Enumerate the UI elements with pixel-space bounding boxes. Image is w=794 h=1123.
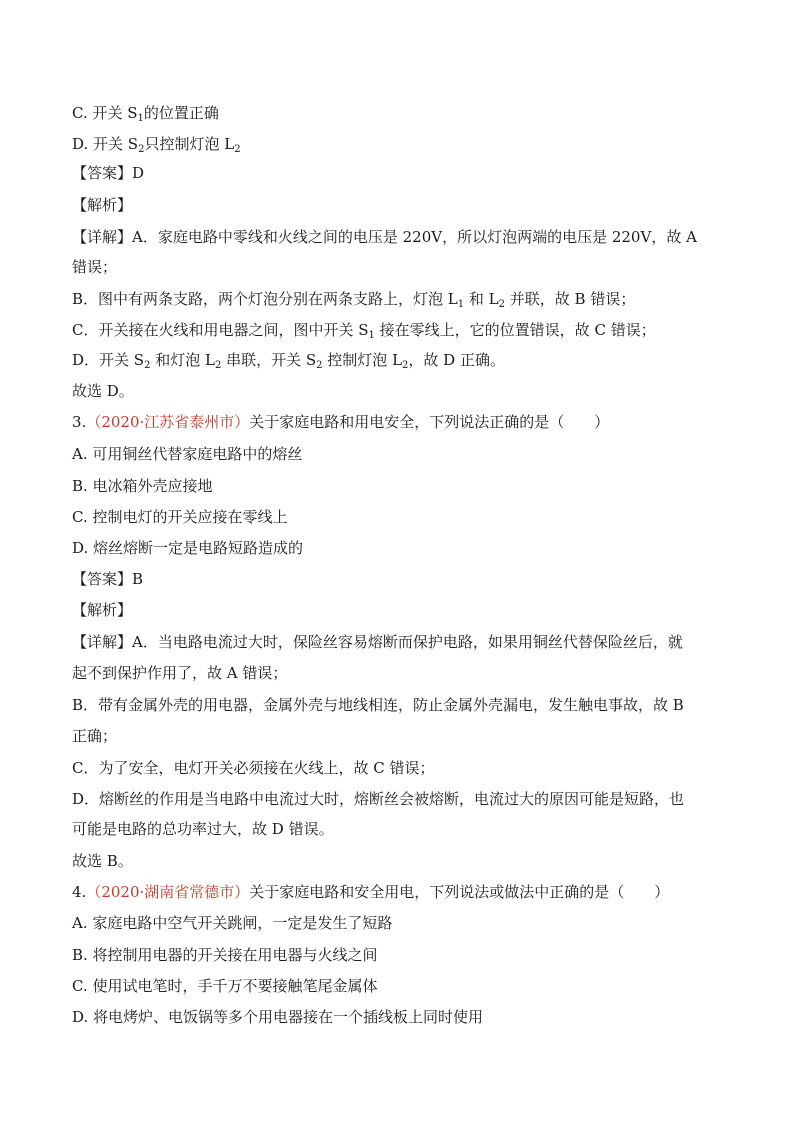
detail-text: 错误；: [72, 258, 118, 276]
answer-label: 【答案】: [72, 164, 133, 182]
q2-detail-a-line-1: [72, 227, 697, 247]
q3-option-c: [72, 507, 287, 527]
detail-text: 正确；: [72, 727, 118, 745]
q3-detail-line-6: [72, 789, 684, 809]
detail-text: D．熔断丝的作用是当电路中电流过大时，熔断丝会被熔断，电流过大的原因可能是短路，也: [72, 790, 685, 808]
subscript: 2: [234, 144, 241, 155]
question-number: 3.: [72, 413, 87, 431]
q3-stem: [72, 412, 609, 432]
option-text: C. 控制电灯的开关应接在零线上: [72, 508, 288, 526]
q2-option-d: [72, 134, 241, 154]
subscript: 2: [402, 360, 409, 371]
subscript: 2: [144, 360, 151, 371]
conclusion-text: 故选 D。: [72, 382, 134, 400]
q2-detail-d: [72, 350, 505, 370]
detail-text: B．带有金属外壳的用电器，金属外壳与地线相连，防止金属外壳漏电，发生触电事故，故 B: [72, 696, 684, 714]
detail-text: ，故 D 正确。: [408, 351, 505, 369]
q2-option-c-text-end: 的位置正确: [143, 104, 219, 122]
q3-detail-line-4: [72, 726, 117, 746]
subscript: 1: [137, 113, 144, 124]
q2-detail-a-line-2: [72, 257, 117, 277]
q4-option-c: [72, 976, 377, 996]
detail-text: 可能是电路的总功率过大，故 D 错误。: [72, 820, 334, 838]
detail-text: 并联，故 B 错误；: [505, 290, 636, 308]
detail-text: 串联，开关 S: [221, 351, 317, 369]
q3-detail-line-7: [72, 819, 334, 839]
q3-conclusion: [72, 851, 133, 871]
question-source: （2020·江苏省泰州市）: [86, 413, 250, 431]
option-text: B. 电冰箱外壳应接地: [72, 477, 213, 495]
q2-option-c: [72, 103, 219, 123]
q4-stem: [72, 882, 669, 902]
q3-option-b: [72, 476, 213, 496]
q3-detail-line-1: [72, 632, 683, 652]
subscript: 1: [457, 299, 465, 310]
q2-option-d-text: D. 开关 S: [72, 135, 139, 153]
subscript: 2: [214, 360, 222, 371]
q4-option-b: [72, 945, 378, 965]
option-text: D. 将电烤炉、电饭锅等多个用电器接在一个插线板上同时使用: [72, 1008, 484, 1026]
answer-value: D: [132, 164, 145, 182]
option-text: B. 将控制用电器的开关接在用电器与火线之间: [72, 946, 378, 964]
q2-answer: [72, 163, 144, 183]
answer-label: 【答案】: [72, 570, 133, 588]
q3-option-a: [72, 444, 302, 464]
q2-option-d-text-mid: 只控制灯泡 L: [144, 135, 235, 153]
option-text: D. 熔丝熔断一定是电路短路造成的: [72, 539, 304, 557]
detail-label: 【详解】: [72, 228, 133, 246]
detail-text: A．当电路电流过大时，保险丝容易熔断而保护电路，如果用铜丝代替保险丝后，就: [132, 633, 683, 651]
q3-detail-line-2: [72, 663, 287, 683]
analysis-label: 【解析】: [72, 196, 133, 214]
q2-analysis-label: [72, 195, 132, 215]
q4-option-d: [72, 1007, 483, 1027]
option-text: C. 使用试电笔时，手千万不要接触笔尾金属体: [72, 977, 378, 995]
q3-detail-line-3: [72, 695, 684, 715]
detail-text: D．开关 S: [72, 351, 145, 369]
detail-text: C．开关接在火线和用电器之间，图中开关 S: [72, 321, 369, 339]
answer-value: B: [132, 570, 144, 588]
detail-text: 和 L: [464, 290, 499, 308]
option-text: A. 可用铜丝代替家庭电路中的熔丝: [72, 445, 303, 463]
detail-text: 接在零线上，它的位置错误，故 C 错误；: [374, 321, 656, 339]
conclusion-text: 故选 B。: [72, 852, 133, 870]
q4-option-a: [72, 913, 392, 933]
detail-text: B．图中有两条支路，两个灯泡分别在两条支路上，灯泡 L: [72, 290, 458, 308]
question-source: （2020·湖南省常德市）: [86, 883, 250, 901]
q3-answer: [72, 569, 143, 589]
q3-option-d: [72, 538, 303, 558]
detail-text: 起不到保护作用了，故 A 错误；: [72, 664, 288, 682]
q3-analysis-label: [72, 600, 132, 620]
detail-text: 控制灯泡 L: [322, 351, 403, 369]
subscript: 1: [368, 330, 375, 341]
detail-label: 【详解】: [72, 633, 133, 651]
q2-conclusion: [72, 381, 134, 401]
option-text: A. 家庭电路中空气开关跳闸，一定是发生了短路: [72, 914, 393, 932]
question-stem: 关于家庭电路和安全用电，下列说法或做法中正确的是（ ）: [249, 883, 670, 901]
subscript: 2: [316, 360, 323, 371]
q3-detail-line-5: [72, 758, 435, 778]
detail-text: 和灯泡 L: [150, 351, 215, 369]
detail-text: A．家庭电路中零线和火线之间的电压是 220V，所以灯泡两端的电压是 220V，故 A: [132, 228, 697, 246]
subscript: 2: [138, 144, 145, 155]
q2-detail-c: [72, 320, 656, 340]
detail-text: C．为了安全，电灯开关必须接在火线上，故 C 错误；: [72, 759, 435, 777]
q2-option-c-text: C. 开关 S: [72, 104, 138, 122]
analysis-label: 【解析】: [72, 601, 133, 619]
q2-detail-b: [72, 289, 635, 309]
question-number: 4.: [72, 883, 87, 901]
subscript: 2: [498, 299, 506, 310]
question-stem: 关于家庭电路和用电安全，下列说法正确的是（ ）: [249, 413, 610, 431]
